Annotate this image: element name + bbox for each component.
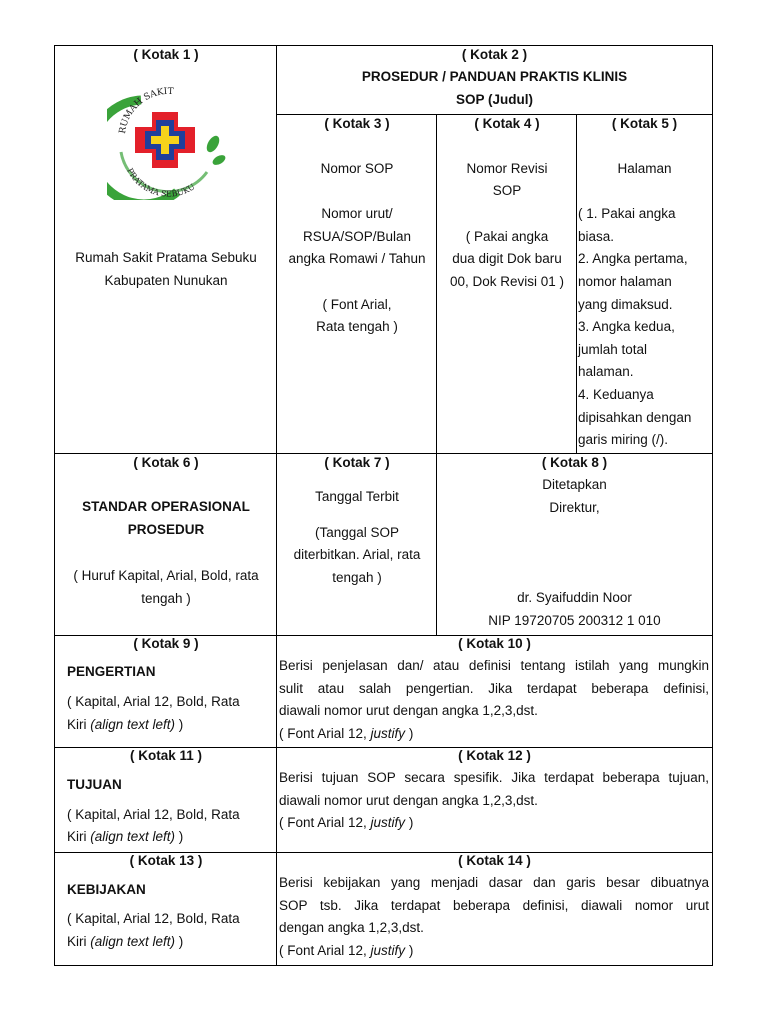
kotak-4-text: 00, Dok Revisi 01 ) [449, 274, 565, 289]
sop-type-title: STANDAR OPERASIONAL [82, 499, 250, 514]
kotak-8-cell [436, 453, 713, 636]
kotak-11-cell [54, 747, 277, 853]
nomor-sop-heading: Nomor SOP [320, 161, 394, 176]
kotak-14-cell [276, 852, 713, 966]
kotak-3-text: Nomor urut/ [321, 206, 393, 221]
kotak-5-text: jumlah total [578, 342, 648, 357]
logo-emblem-icon [107, 82, 229, 200]
kotak-5-text: nomor halaman [578, 274, 672, 289]
sop-type-title: PROSEDUR [127, 522, 205, 537]
kotak-10-cell [276, 635, 713, 748]
kotak-11-label: ( Kotak 11 ) [129, 748, 203, 763]
kotak-7-text: diterbitkan. Arial, rata [293, 547, 421, 562]
section-title-tujuan: TUJUAN [67, 777, 122, 792]
kotak-1-label: ( Kotak 1 ) [133, 47, 199, 62]
kotak-9-label: ( Kotak 9 ) [133, 636, 199, 651]
kotak-9-note: Kiri (align text left) ) [67, 717, 184, 732]
kotak-5-text: dipisahkan dengan [578, 410, 692, 425]
kotak-7-label: ( Kotak 7 ) [324, 455, 390, 470]
signer-nip: NIP 19720705 200312 1 010 [488, 613, 661, 628]
kotak-7-text: (Tanggal SOP [314, 525, 400, 540]
signer-name: dr. Syaifuddin Noor [517, 590, 632, 605]
tanggal-terbit-heading: Tanggal Terbit [315, 489, 399, 504]
kotak-5-text: yang dimaksud. [578, 297, 673, 312]
kotak-7-text: tengah ) [332, 570, 382, 585]
kotak-8-text: Direktur, [549, 500, 600, 515]
kotak-13-note: ( Kapital, Arial 12, Bold, Rata [67, 911, 240, 926]
kotak-13-note: Kiri (align text left) ) [67, 934, 184, 949]
kotak-4-text: dua digit Dok baru [452, 251, 562, 266]
kotak-6-label: ( Kotak 6 ) [133, 455, 199, 470]
nomor-revisi-heading: Nomor Revisi [466, 161, 548, 176]
kotak-1-cell [54, 45, 277, 454]
kotak-10-label: ( Kotak 10 ) [458, 636, 531, 651]
kotak-5-text: garis miring (/). [578, 432, 669, 447]
halaman-heading: Halaman [617, 161, 672, 176]
kotak-5-text: biasa. [578, 229, 615, 244]
kotak-5-label: ( Kotak 5 ) [611, 116, 678, 131]
kotak-7-cell [276, 453, 437, 636]
hospital-regency: Kabupaten Nunukan [104, 273, 228, 288]
kotak-5-cell [576, 114, 713, 454]
kotak-4-text: ( Pakai angka [465, 229, 549, 244]
tujuan-body: Berisi tujuan SOP secara spesifik. Jika terdapat beberapa tujuan, diawali nomor urut dengan angka 1,2,3,dst. ( Font Arial 12, justify ) [279, 770, 709, 830]
kotak-6-note: tengah ) [141, 591, 191, 606]
kotak-5-text: 2. Angka pertama, [578, 251, 688, 266]
kotak-9-note: ( Kapital, Arial 12, Bold, Rata [67, 694, 240, 709]
kotak-2-label: ( Kotak 2 ) [461, 47, 528, 62]
svg-text:PRATAMA SEBUKU: PRATAMA SEBUKU [125, 166, 197, 199]
kotak-2-cell [276, 45, 713, 115]
kotak-6-note: ( Huruf Kapital, Arial, Bold, rata [73, 568, 259, 583]
kotak-3-text: angka Romawi / Tahun [288, 251, 426, 266]
pengertian-body: Berisi penjelasan dan/ atau definisi tentang istilah yang mungkin sulit atau salah pengertian. Jika terdapat beberapa definisi, diawali nomor urut dengan angka 1,2,3,dst. ( Font Arial 12, justify ) [279, 658, 709, 741]
kotak-3-cell [276, 114, 437, 454]
kotak-12-cell [276, 747, 713, 853]
kotak-5-text: 3. Angka kedua, [578, 319, 675, 334]
hospital-name: Rumah Sakit Pratama Sebuku [75, 250, 257, 265]
kotak-5-text: halaman. [578, 364, 634, 379]
kotak-13-cell [54, 852, 277, 966]
section-title-kebijakan: KEBIJAKAN [67, 882, 146, 897]
kotak-12-label: ( Kotak 12 ) [458, 748, 531, 763]
kotak-6-cell [54, 453, 277, 636]
nomor-revisi-heading: SOP [492, 183, 522, 198]
kotak-14-label: ( Kotak 14 ) [458, 853, 531, 868]
kotak-4-label: ( Kotak 4 ) [474, 116, 540, 131]
document-subtitle: SOP (Judul) [455, 92, 533, 107]
kotak-11-note: Kiri (align text left) ) [67, 829, 184, 844]
kotak-8-text: Ditetapkan [542, 477, 607, 492]
kotak-3-text: ( Font Arial, [322, 297, 392, 312]
kotak-8-label: ( Kotak 8 ) [541, 455, 608, 470]
hospital-logo [107, 82, 229, 200]
kebijakan-body: Berisi kebijakan yang menjadi dasar dan garis besar dibuatnya SOP tsb. Jika terdapat beberapa definisi, diawali nomor urut dengan angka 1,2,3,dst. ( Font Arial 12, justify ) [279, 875, 709, 958]
kotak-11-note: ( Kapital, Arial 12, Bold, Rata [67, 807, 240, 822]
kotak-5-text: 4. Keduanya [578, 387, 654, 402]
kotak-3-text: RSUA/SOP/Bulan [302, 229, 412, 244]
svg-text:RUMAH SAKIT: RUMAH SAKIT [117, 86, 174, 135]
kotak-9-cell [54, 635, 277, 748]
kotak-13-label: ( Kotak 13 ) [129, 853, 203, 868]
document-title: PROSEDUR / PANDUAN PRAKTIS KLINIS [361, 69, 628, 84]
kotak-3-text: Rata tengah ) [316, 319, 398, 334]
kotak-3-label: ( Kotak 3 ) [324, 116, 390, 131]
kotak-5-text: ( 1. Pakai angka [578, 206, 676, 221]
kotak-4-cell [436, 114, 577, 454]
section-title-pengertian: PENGERTIAN [67, 664, 156, 679]
